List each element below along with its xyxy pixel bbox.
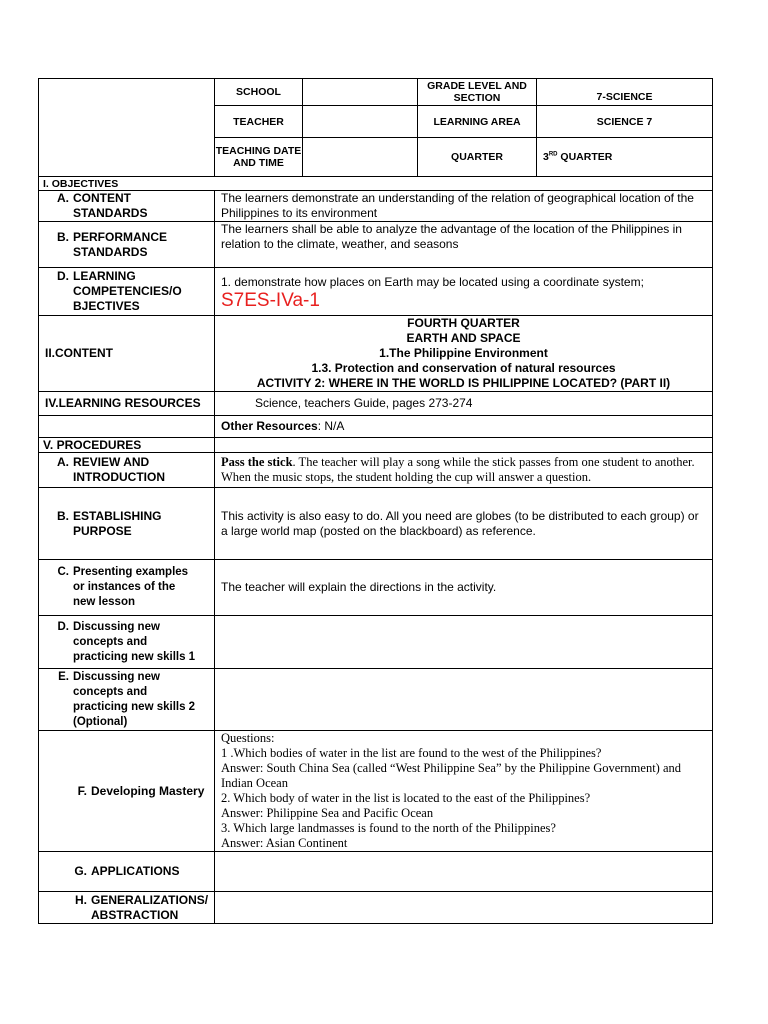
procedures-heading-blank bbox=[215, 438, 713, 453]
mastery-label: F. Developing Mastery bbox=[39, 731, 215, 852]
review-label: A. REVIEW AND INTRODUCTION bbox=[39, 453, 215, 488]
content-label: II.CONTENT bbox=[39, 316, 215, 392]
generalizations-label: H. GENERALIZATIONS/ ABSTRACTION bbox=[39, 892, 215, 924]
content-standards-label: A. CONTENT STANDARDS bbox=[39, 191, 215, 222]
other-resources-label: Other Resources bbox=[221, 419, 318, 433]
competencies-cell bbox=[215, 268, 713, 316]
mastery-questions-heading: Questions: bbox=[221, 731, 275, 745]
mastery-text bbox=[215, 731, 713, 852]
teacher-value bbox=[303, 106, 418, 138]
mastery-question-2: 2. Which body of water in the list is located to the east of the Philippines? bbox=[221, 791, 591, 805]
school-label: SCHOOL bbox=[215, 79, 303, 106]
content-line-activity: ACTIVITY 2: WHERE IN THE WORLD IS PHILIPPINE LOCATED? (PART II) bbox=[256, 376, 671, 390]
content-block bbox=[215, 316, 713, 392]
date-value bbox=[303, 138, 418, 177]
mastery-answer-2: Answer: Philippine Sea and Pacific Ocean bbox=[221, 806, 434, 820]
generalizations-content bbox=[215, 892, 713, 924]
grade-label: GRADE LEVEL AND SECTION bbox=[418, 79, 537, 106]
procedures-heading: V. PROCEDURES bbox=[39, 438, 215, 453]
mastery-question-1: 1 .Which bodies of water in the list are found to the west of the Philippines? bbox=[221, 746, 602, 760]
purpose-text: This activity is also easy to do. All you need are globes (to be distributed to each group) or a large world map (posted on the blackboard) as reference. bbox=[215, 488, 713, 560]
content-line-subtopic: 1.The Philippine Environment bbox=[379, 346, 548, 360]
content-line-quarter: FOURTH QUARTER bbox=[407, 316, 520, 330]
resources-label: IV.LEARNING RESOURCES bbox=[39, 392, 215, 416]
mastery-question-3: 3. Which large landmasses is found to the north of the Philippines? bbox=[221, 821, 556, 835]
review-text: Pass the stick. The teacher will play a song while the stick passes from one student to another. When the music stops, the student holding the cup will answer a question. bbox=[215, 453, 713, 488]
discussing1-content bbox=[215, 616, 713, 669]
quarter-label: QUARTER bbox=[418, 138, 537, 177]
teacher-label: TEACHER bbox=[215, 106, 303, 138]
date-label: TEACHING DATE AND TIME bbox=[215, 138, 303, 177]
mastery-answer-3: Answer: Asian Continent bbox=[221, 836, 348, 850]
competency-text: 1. demonstrate how places on Earth may be located using a coordinate system; bbox=[221, 275, 644, 289]
performance-standards-text: The learners shall be able to analyze the advantage of the location of the Philippines in relation to the climate, weather, and seasons bbox=[215, 222, 713, 268]
discussing2-label: E. Discussing new concepts and practicing new skills 2 (Optional) bbox=[39, 669, 215, 731]
mastery-answer-1: Answer: South China Sea (called “West Philippine Sea” by the Philippine Government) and Indian Ocean bbox=[221, 761, 682, 790]
presenting-label: C. Presenting examples or instances of the new lesson bbox=[39, 560, 215, 616]
presenting-text: The teacher will explain the directions in the activity. bbox=[215, 560, 713, 616]
header-table bbox=[38, 78, 713, 177]
performance-standards-label: B. PERFORMANCE STANDARDS bbox=[39, 222, 215, 268]
grade-value: 7-SCIENCE bbox=[537, 79, 713, 106]
review-activity-name: Pass the stick bbox=[221, 455, 293, 469]
other-resources-cell bbox=[215, 416, 713, 438]
content-standards-text: The learners demonstrate an understanding of the relation of geographical location of the Philippines to its environment bbox=[215, 191, 713, 222]
logo-cell bbox=[39, 79, 215, 177]
applications-label: G. APPLICATIONS bbox=[39, 852, 215, 892]
applications-content bbox=[215, 852, 713, 892]
area-value: SCIENCE 7 bbox=[537, 106, 713, 138]
competency-code: S7ES-IVa-1 bbox=[221, 290, 320, 311]
quarter-value: 3RD QUARTER bbox=[537, 138, 713, 177]
discussing1-label: D. Discussing new concepts and practicing new skills 1 bbox=[39, 616, 215, 669]
purpose-label: B. ESTABLISHING PURPOSE bbox=[39, 488, 215, 560]
lesson-table bbox=[38, 176, 713, 924]
competencies-label: D. LEARNING COMPETENCIES/O BJECTIVES bbox=[39, 268, 215, 316]
resources-text: Science, teachers Guide, pages 273-274 bbox=[215, 392, 713, 416]
other-resources-value: : N/A bbox=[317, 419, 345, 433]
content-line-topic: EARTH AND SPACE bbox=[406, 331, 521, 345]
content-line-section: 1.3. Protection and conservation of natural resources bbox=[311, 361, 616, 375]
discussing2-content bbox=[215, 669, 713, 731]
other-resources-blank bbox=[39, 416, 215, 438]
school-value bbox=[303, 79, 418, 106]
objectives-heading: I. OBJECTIVES bbox=[39, 177, 713, 191]
area-label: LEARNING AREA bbox=[418, 106, 537, 138]
